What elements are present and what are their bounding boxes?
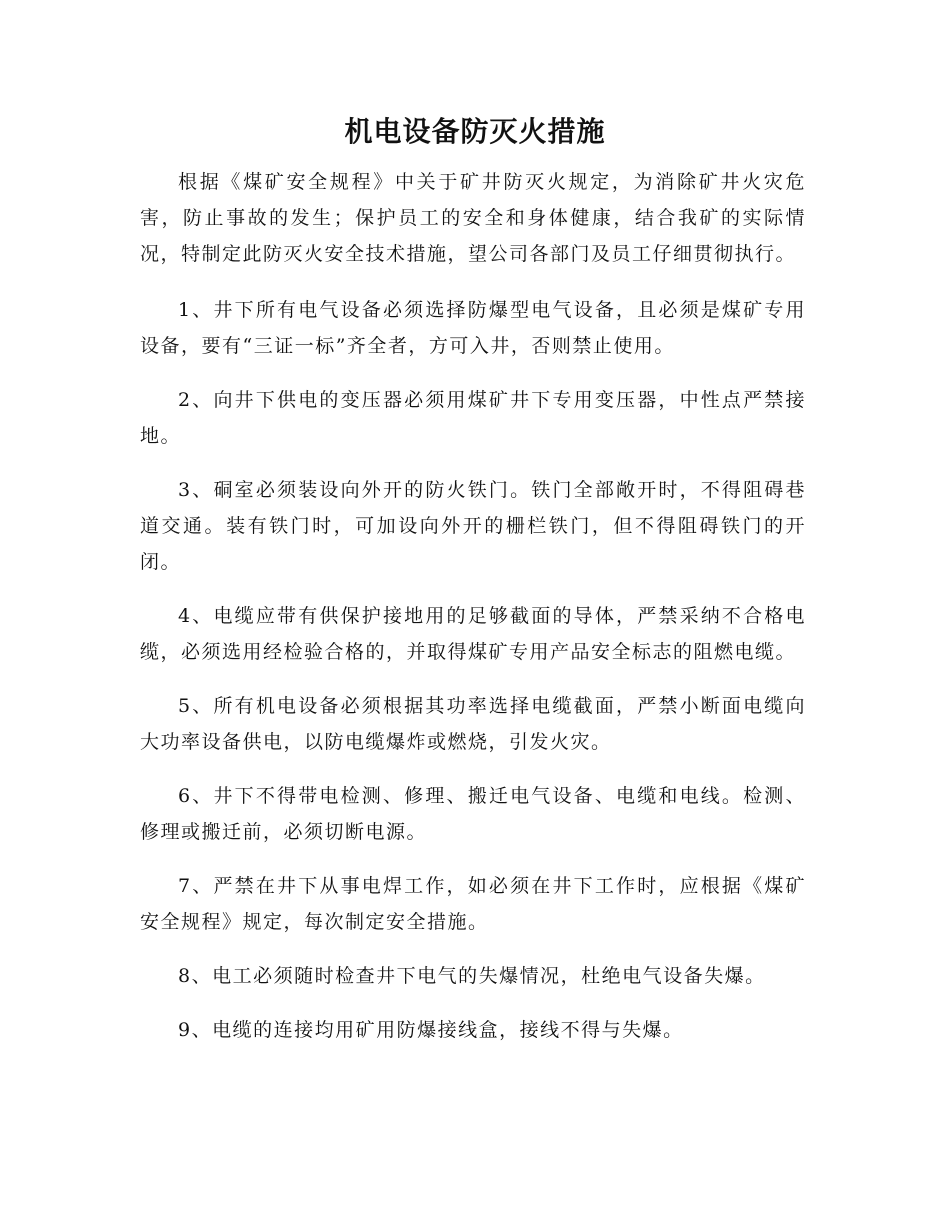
measure-item-8: 8、电工必须随时检查井下电气的失爆情况，杜绝电气设备失爆。 xyxy=(178,965,766,987)
measure-item-9: 9、电缆的连接均用矿用防爆接线盒，接线不得与失爆。 xyxy=(178,1019,684,1041)
measure-item-6: 6、井下不得带电检测、修理、搬迁电气设备、电缆和电线。检测、修理或搬迁前，必须切断电源。 xyxy=(140,785,806,843)
intro-paragraph: 根据《煤矿安全规程》中关于矿井防灭火规定，为消除矿井火灾危害，防止事故的发生；保护员工的安全和身体健康，结合我矿的实际情况，特制定此防灭火安全技术措施，望公司各部门及员工仔细贯彻执行。 xyxy=(140,171,806,265)
document-body xyxy=(140,164,806,1066)
measure-item-1: 1、井下所有电气设备必须选择防爆型电气设备，且必须是煤矿专用设备，要有“三证一标”齐全者，方可入井，否则禁止使用。 xyxy=(140,299,806,357)
measure-item-3: 3、硐室必须装设向外开的防火铁门。铁门全部敞开时，不得阻碍巷道交通。装有铁门时，可加设向外开的栅栏铁门，但不得阻碍铁门的开闭。 xyxy=(140,479,806,573)
document-title: 机电设备防灭火措施 xyxy=(344,115,606,148)
measure-item-7: 7、严禁在井下从事电焊工作，如必须在井下工作时，应根据《煤矿安全规程》规定，每次制定安全措施。 xyxy=(140,875,806,933)
measure-item-5: 5、所有机电设备必须根据其功率选择电缆截面，严禁小断面电缆向大功率设备供电，以防电缆爆炸或燃烧，引发火灾。 xyxy=(140,695,806,753)
measure-item-4: 4、电缆应带有供保护接地用的足够截面的导体，严禁采纳不合格电缆，必须选用经检验合格的，并取得煤矿专用产品安全标志的阻燃电缆。 xyxy=(140,605,806,663)
measure-item-2: 2、向井下供电的变压器必须用煤矿井下专用变压器，中性点严禁接地。 xyxy=(140,389,806,447)
